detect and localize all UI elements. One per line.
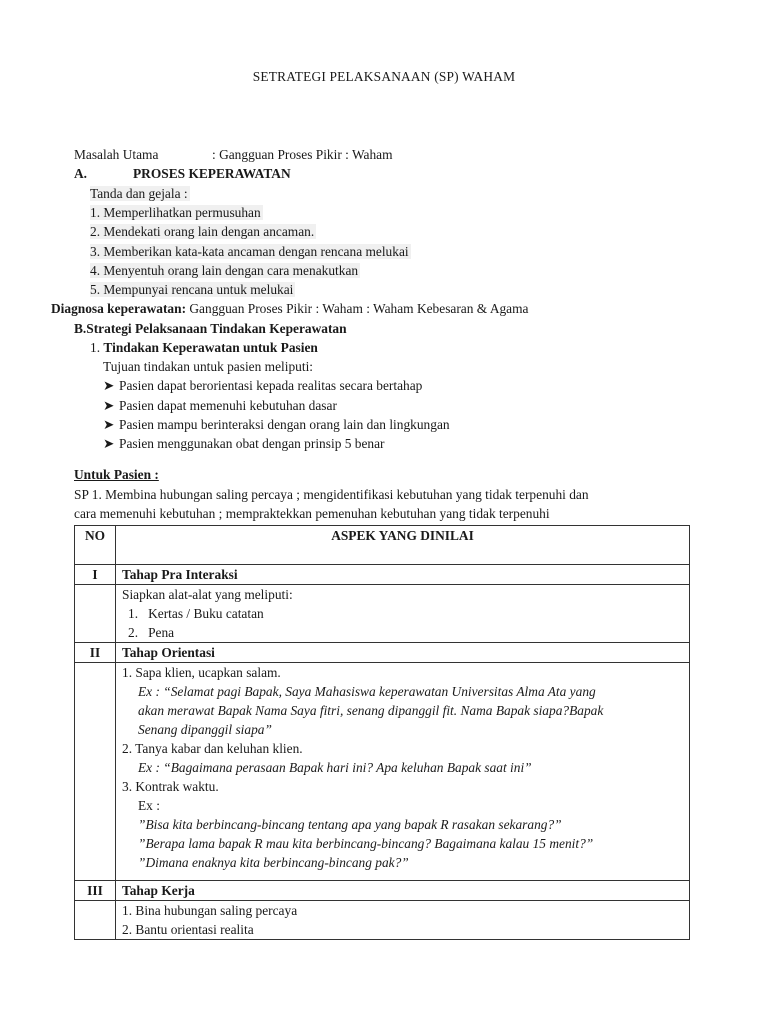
section-title: Tahap Orientasi: [116, 643, 690, 663]
section-content: [116, 901, 690, 940]
tujuan-bullet: ➤ Pasien dapat berorientasi kepada realitas secara bertahap: [103, 378, 423, 393]
masalah-value: : Gangguan Proses Pikir : Waham: [212, 147, 393, 162]
section-content: [116, 585, 690, 643]
content-line: 3. Kontrak waktu.: [122, 779, 219, 794]
tujuan-bullet: ➤ Pasien menggunakan obat dengan prinsip 5 benar: [103, 436, 385, 451]
content-line: 2. Pena: [128, 625, 175, 640]
masalah-label: Masalah Utama: [74, 147, 159, 162]
section-number: III: [75, 881, 116, 901]
tanda-item: 1. Memperlihatkan permusuhan: [90, 205, 261, 220]
section-a-title: PROSES KEPERAWATAN: [133, 166, 291, 181]
tindakan-heading: 1. Tindakan Keperawatan untuk Pasien: [90, 340, 318, 355]
table-row: [75, 663, 690, 881]
table-row: [75, 881, 690, 901]
example-line: Ex : “Selamat pagi Bapak, Saya Mahasiswa keperawatan Universitas Alma Ata yang: [138, 684, 596, 699]
col-no-header: NO: [75, 526, 116, 565]
content-line: 2. Tanya kabar dan keluhan klien.: [122, 741, 303, 756]
example-line: Senang dipanggil siapa”: [138, 722, 272, 737]
col-aspek-header: ASPEK YANG DINILAI: [116, 526, 690, 565]
table-row: [75, 901, 690, 940]
content-line: Siapkan alat-alat yang meliputi:: [122, 587, 293, 602]
tanda-heading: Tanda dan gejala :: [90, 186, 188, 201]
tanda-item: 4. Menyentuh orang lain dengan cara menakutkan: [90, 263, 359, 278]
section-content: [116, 663, 690, 881]
table-row: [75, 585, 690, 643]
table-row: [75, 565, 690, 585]
sp1-line-1: SP 1. Membina hubungan saling percaya ; mengidentifikasi kebutuhan yang tidak terpenuhi dan: [74, 487, 589, 502]
section-title: Tahap Kerja: [116, 881, 690, 901]
tanda-item: 5. Mempunyai rencana untuk melukai: [90, 282, 294, 297]
tujuan-bullet: ➤ Pasien dapat memenuhi kebutuhan dasar: [103, 398, 337, 413]
content-line: 2. Bantu orientasi realita: [122, 922, 254, 937]
example-line: Ex : “Bagaimana perasaan Bapak hari ini? Apa keluhan Bapak saat ini”: [138, 760, 532, 775]
example-label: Ex :: [138, 798, 160, 813]
content-line: 1. Bina hubungan saling percaya: [122, 903, 298, 918]
arrow-bullet-icon: ➤: [103, 398, 115, 413]
tujuan-text: Tujuan tindakan untuk pasien meliputi:: [103, 359, 314, 374]
example-line: ”Bisa kita berbincang-bincang tentang apa yang bapak R rasakan sekarang?”: [138, 817, 562, 832]
example-line: akan merawat Bapak Nama Saya fitri, senang dipanggil fit. Nama Bapak siapa?Bapak: [138, 703, 604, 718]
table-header-row: [75, 526, 690, 565]
sp1-line-2: cara memenuhi kebutuhan ; mempraktekkan pemenuhan kebutuhan yang tidak terpenuhi: [74, 506, 550, 521]
arrow-bullet-icon: ➤: [103, 417, 115, 432]
document-title: SETRATEGI PELAKSANAAN (SP) WAHAM: [252, 69, 516, 84]
content-line: 1. Sapa klien, ucapkan salam.: [122, 665, 281, 680]
tujuan-bullet: ➤ Pasien mampu berinteraksi dengan orang lain dan lingkungan: [103, 417, 450, 432]
content-line: 1. Kertas / Buku catatan: [128, 606, 264, 621]
untuk-pasien-heading: Untuk Pasien :: [74, 467, 159, 482]
table-row: [75, 643, 690, 663]
tanda-item: 3. Memberikan kata-kata ancaman dengan rencana melukai: [90, 244, 409, 259]
assessment-table: [74, 525, 690, 940]
example-line: ”Dimana enaknya kita berbincang-bincang pak?”: [138, 855, 409, 870]
section-title: Tahap Pra Interaksi: [116, 565, 690, 585]
section-number: I: [75, 565, 116, 585]
section-b-title: B.Strategi Pelaksanaan Tindakan Keperawatan: [74, 321, 347, 336]
diagnosa-label: Diagnosa keperawatan:: [51, 301, 187, 316]
diagnosa-line: [51, 300, 528, 317]
diagnosa-value: Gangguan Proses Pikir : Waham : Waham Kebesaran & Agama: [186, 301, 529, 316]
tanda-item: 2. Mendekati orang lain dengan ancaman.: [90, 224, 315, 239]
arrow-bullet-icon: ➤: [103, 378, 115, 393]
section-number: II: [75, 643, 116, 663]
section-a-letter: A.: [74, 166, 88, 181]
example-line: ”Berapa lama bapak R mau kita berbincang-bincang? Bagaimana kalau 15 menit?”: [138, 836, 594, 851]
arrow-bullet-icon: ➤: [103, 436, 115, 451]
